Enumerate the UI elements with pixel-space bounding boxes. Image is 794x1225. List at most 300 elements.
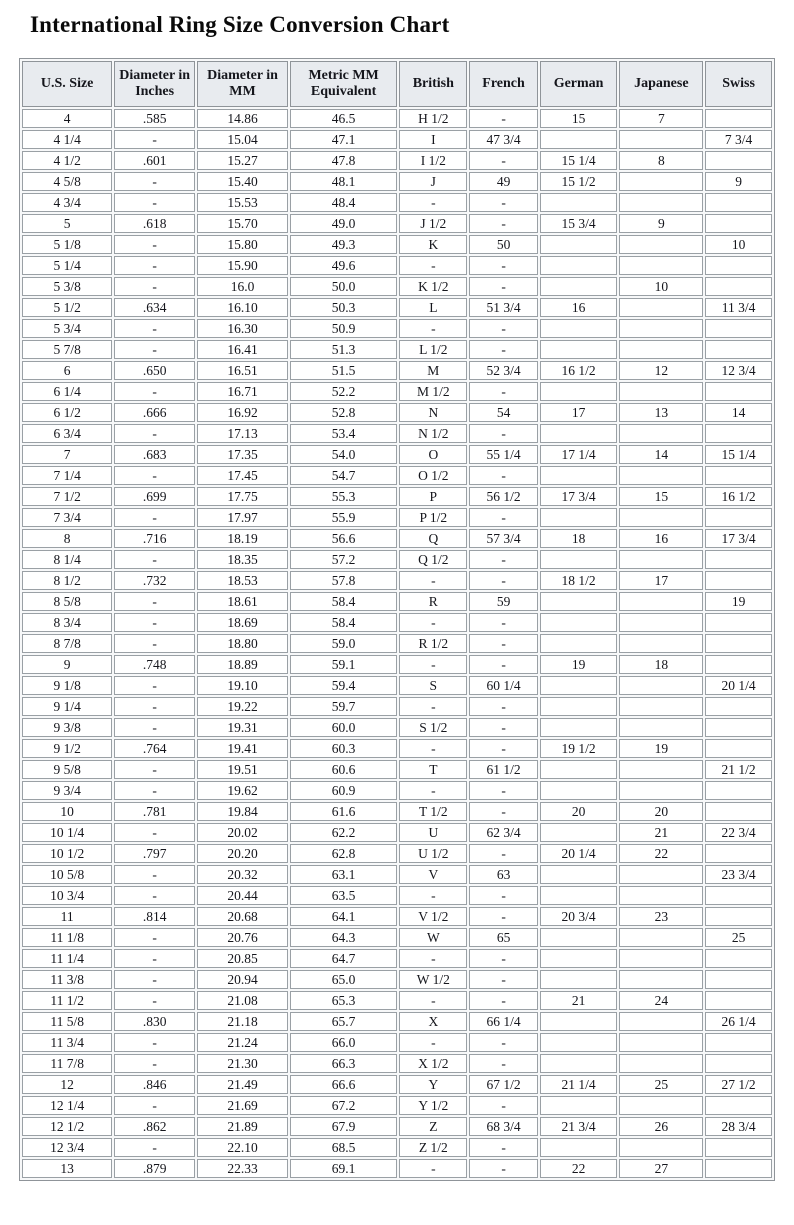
table-cell: 9 5/8 xyxy=(22,760,112,779)
table-cell: 12 3/4 xyxy=(705,361,772,380)
column-header: Japanese xyxy=(619,61,703,107)
table-cell xyxy=(619,949,703,968)
table-cell: - xyxy=(399,571,467,590)
table-cell xyxy=(705,214,772,233)
table-cell: 57.8 xyxy=(290,571,397,590)
table-cell: 50.3 xyxy=(290,298,397,317)
table-cell: 59.4 xyxy=(290,676,397,695)
table-cell: 22.33 xyxy=(197,1159,288,1178)
column-header: U.S. Size xyxy=(22,61,112,107)
table-cell: U 1/2 xyxy=(399,844,467,863)
table-cell: 67.9 xyxy=(290,1117,397,1136)
table-cell: 8 5/8 xyxy=(22,592,112,611)
table-cell: 4 1/4 xyxy=(22,130,112,149)
table-cell: - xyxy=(114,172,195,191)
table-cell xyxy=(540,424,618,443)
table-cell: .814 xyxy=(114,907,195,926)
table-cell: - xyxy=(469,109,537,128)
table-cell: - xyxy=(469,613,537,632)
table-cell: 17 3/4 xyxy=(705,529,772,548)
table-cell: 17.75 xyxy=(197,487,288,506)
table-cell: 9 1/2 xyxy=(22,739,112,758)
table-cell: 11 1/8 xyxy=(22,928,112,947)
table-cell xyxy=(619,634,703,653)
table-cell: .781 xyxy=(114,802,195,821)
table-cell: J 1/2 xyxy=(399,214,467,233)
table-row xyxy=(22,907,772,926)
table-cell xyxy=(540,130,618,149)
table-cell: .797 xyxy=(114,844,195,863)
table-cell: - xyxy=(469,907,537,926)
table-row xyxy=(22,529,772,548)
table-cell xyxy=(540,781,618,800)
table-cell xyxy=(619,319,703,338)
table-cell: 15.27 xyxy=(197,151,288,170)
table-row xyxy=(22,361,772,380)
table-cell: - xyxy=(114,1096,195,1115)
table-cell: 21 3/4 xyxy=(540,1117,618,1136)
table-cell: 14 xyxy=(705,403,772,422)
table-cell: 9 xyxy=(619,214,703,233)
table-cell: 9 xyxy=(705,172,772,191)
table-cell: - xyxy=(399,886,467,905)
table-row xyxy=(22,844,772,863)
table-cell: 21 1/2 xyxy=(705,760,772,779)
table-cell xyxy=(705,1033,772,1052)
table-cell: 17 xyxy=(540,403,618,422)
table-cell: - xyxy=(469,970,537,989)
table-cell xyxy=(705,886,772,905)
table-cell: 52.8 xyxy=(290,403,397,422)
table-cell: 56 1/2 xyxy=(469,487,537,506)
table-cell: - xyxy=(469,781,537,800)
table-cell: - xyxy=(469,424,537,443)
table-cell: - xyxy=(469,1054,537,1073)
table-cell: 20 xyxy=(540,802,618,821)
table-cell: 5 1/4 xyxy=(22,256,112,275)
table-cell: 22 xyxy=(619,844,703,863)
table-cell: 66.0 xyxy=(290,1033,397,1052)
table-cell xyxy=(619,676,703,695)
table-cell: 12 xyxy=(619,361,703,380)
table-cell xyxy=(619,760,703,779)
table-cell: - xyxy=(114,340,195,359)
table-row xyxy=(22,1117,772,1136)
table-row xyxy=(22,886,772,905)
table-cell: 20.32 xyxy=(197,865,288,884)
table-cell: N xyxy=(399,403,467,422)
table-cell: 50.0 xyxy=(290,277,397,296)
table-cell xyxy=(619,781,703,800)
table-cell: 20.44 xyxy=(197,886,288,905)
table-cell: 12 1/2 xyxy=(22,1117,112,1136)
table-cell: 15.40 xyxy=(197,172,288,191)
table-cell xyxy=(540,1012,618,1031)
table-row xyxy=(22,403,772,422)
table-cell xyxy=(619,970,703,989)
table-cell: N 1/2 xyxy=(399,424,467,443)
table-cell: - xyxy=(399,781,467,800)
table-cell: 16.41 xyxy=(197,340,288,359)
table-cell: 18 xyxy=(619,655,703,674)
table-cell: 16.92 xyxy=(197,403,288,422)
table-cell: - xyxy=(114,781,195,800)
table-cell: S xyxy=(399,676,467,695)
table-cell: - xyxy=(469,340,537,359)
table-cell: - xyxy=(114,991,195,1010)
table-cell: - xyxy=(114,865,195,884)
table-row xyxy=(22,655,772,674)
table-cell: 8 1/4 xyxy=(22,550,112,569)
table-cell: 8 7/8 xyxy=(22,634,112,653)
table-cell: Z 1/2 xyxy=(399,1138,467,1157)
table-cell: 8 xyxy=(619,151,703,170)
table-cell xyxy=(705,844,772,863)
table-cell: 65.3 xyxy=(290,991,397,1010)
table-cell: - xyxy=(469,1096,537,1115)
table-row xyxy=(22,613,772,632)
table-cell xyxy=(619,130,703,149)
table-cell: - xyxy=(469,151,537,170)
table-cell xyxy=(705,550,772,569)
table-cell xyxy=(705,1159,772,1178)
table-cell: - xyxy=(114,970,195,989)
table-cell: M xyxy=(399,361,467,380)
table-row xyxy=(22,1159,772,1178)
table-cell xyxy=(705,781,772,800)
table-cell: 68.5 xyxy=(290,1138,397,1157)
table-cell: 54 xyxy=(469,403,537,422)
table-cell: .716 xyxy=(114,529,195,548)
table-cell: 19.84 xyxy=(197,802,288,821)
table-cell: 61 1/2 xyxy=(469,760,537,779)
table-cell: .879 xyxy=(114,1159,195,1178)
table-cell: 9 3/4 xyxy=(22,781,112,800)
table-cell: 10 1/2 xyxy=(22,844,112,863)
table-cell: - xyxy=(114,697,195,716)
table-cell: - xyxy=(469,991,537,1010)
table-row xyxy=(22,949,772,968)
table-cell: 46.5 xyxy=(290,109,397,128)
table-cell: - xyxy=(469,193,537,212)
table-cell xyxy=(705,697,772,716)
table-cell xyxy=(705,508,772,527)
table-cell: - xyxy=(469,1033,537,1052)
table-row xyxy=(22,739,772,758)
column-header: British xyxy=(399,61,467,107)
table-cell: 17 xyxy=(619,571,703,590)
table-cell: - xyxy=(469,697,537,716)
table-cell: - xyxy=(114,193,195,212)
table-cell xyxy=(705,802,772,821)
table-cell: 7 1/4 xyxy=(22,466,112,485)
table-cell xyxy=(540,697,618,716)
table-cell: Q xyxy=(399,529,467,548)
table-cell: 15.04 xyxy=(197,130,288,149)
table-cell: .862 xyxy=(114,1117,195,1136)
table-cell: 9 1/8 xyxy=(22,676,112,695)
table-cell: O xyxy=(399,445,467,464)
table-cell: - xyxy=(114,466,195,485)
table-cell: 18.89 xyxy=(197,655,288,674)
table-cell xyxy=(540,592,618,611)
column-header: Swiss xyxy=(705,61,772,107)
table-cell: 62.2 xyxy=(290,823,397,842)
table-cell: 57 3/4 xyxy=(469,529,537,548)
table-row xyxy=(22,1138,772,1157)
table-cell: 9 xyxy=(22,655,112,674)
table-cell xyxy=(619,718,703,737)
table-cell: 15 1/4 xyxy=(705,445,772,464)
table-cell: 50.9 xyxy=(290,319,397,338)
table-cell: 4 5/8 xyxy=(22,172,112,191)
table-cell: .764 xyxy=(114,739,195,758)
table-cell: - xyxy=(114,676,195,695)
table-row xyxy=(22,865,772,884)
table-cell: 15.53 xyxy=(197,193,288,212)
table-row xyxy=(22,928,772,947)
table-cell xyxy=(705,277,772,296)
table-cell: 13 xyxy=(619,403,703,422)
table-cell: 24 xyxy=(619,991,703,1010)
table-cell: 27 xyxy=(619,1159,703,1178)
table-cell xyxy=(540,382,618,401)
page xyxy=(0,12,794,1181)
table-cell xyxy=(705,571,772,590)
table-head xyxy=(22,61,772,107)
table-cell xyxy=(705,907,772,926)
table-cell xyxy=(540,718,618,737)
table-cell: 59 xyxy=(469,592,537,611)
table-cell: U xyxy=(399,823,467,842)
table-cell: 47.8 xyxy=(290,151,397,170)
table-cell: J xyxy=(399,172,467,191)
table-cell: .618 xyxy=(114,214,195,233)
table-cell xyxy=(619,424,703,443)
table-cell: 58.4 xyxy=(290,592,397,611)
table-cell: 16 xyxy=(619,529,703,548)
table-cell: 48.1 xyxy=(290,172,397,191)
table-cell: P 1/2 xyxy=(399,508,467,527)
table-cell: 11 1/2 xyxy=(22,991,112,1010)
table-cell: 66.6 xyxy=(290,1075,397,1094)
table-cell: Y xyxy=(399,1075,467,1094)
table-cell: - xyxy=(114,613,195,632)
table-cell: - xyxy=(469,1138,537,1157)
table-cell xyxy=(540,613,618,632)
table-cell: 20.94 xyxy=(197,970,288,989)
table-cell xyxy=(705,970,772,989)
table-cell: 17.97 xyxy=(197,508,288,527)
table-cell xyxy=(540,865,618,884)
table-cell: - xyxy=(114,382,195,401)
table-cell: 19 1/2 xyxy=(540,739,618,758)
table-cell: 20.68 xyxy=(197,907,288,926)
table-cell: 18.80 xyxy=(197,634,288,653)
table-cell: 20.20 xyxy=(197,844,288,863)
table-cell: 60.9 xyxy=(290,781,397,800)
table-cell xyxy=(540,970,618,989)
table-cell xyxy=(619,550,703,569)
table-cell: 60.6 xyxy=(290,760,397,779)
table-cell: 11 3/4 xyxy=(22,1033,112,1052)
table-cell xyxy=(619,382,703,401)
table-cell: - xyxy=(469,466,537,485)
table-cell: 16 1/2 xyxy=(540,361,618,380)
table-row xyxy=(22,970,772,989)
table-cell: 14.86 xyxy=(197,109,288,128)
table-cell xyxy=(705,256,772,275)
table-cell: - xyxy=(114,823,195,842)
table-cell xyxy=(619,466,703,485)
table-cell: 15 xyxy=(619,487,703,506)
table-cell: - xyxy=(469,550,537,569)
table-cell xyxy=(540,760,618,779)
table-cell: 21.18 xyxy=(197,1012,288,1031)
table-cell: 11 5/8 xyxy=(22,1012,112,1031)
table-cell xyxy=(540,949,618,968)
table-cell xyxy=(619,508,703,527)
table-cell: 18.69 xyxy=(197,613,288,632)
table-cell: - xyxy=(469,571,537,590)
table-cell: - xyxy=(114,718,195,737)
table-cell: - xyxy=(114,949,195,968)
table-cell: - xyxy=(399,1033,467,1052)
table-cell: K 1/2 xyxy=(399,277,467,296)
table-cell xyxy=(619,865,703,884)
table-cell xyxy=(705,718,772,737)
table-cell: - xyxy=(469,319,537,338)
table-cell: - xyxy=(469,214,537,233)
table-cell: 18.53 xyxy=(197,571,288,590)
table-cell xyxy=(705,1138,772,1157)
table-cell: - xyxy=(114,592,195,611)
table-row xyxy=(22,1075,772,1094)
table-cell: 11 3/4 xyxy=(705,298,772,317)
table-row xyxy=(22,172,772,191)
table-cell: - xyxy=(399,739,467,758)
table-cell: 21.49 xyxy=(197,1075,288,1094)
table-row xyxy=(22,571,772,590)
table-cell: 27 1/2 xyxy=(705,1075,772,1094)
table-cell: 63.1 xyxy=(290,865,397,884)
table-cell: 6 xyxy=(22,361,112,380)
table-cell: P xyxy=(399,487,467,506)
table-cell: 15.90 xyxy=(197,256,288,275)
table-cell: - xyxy=(469,844,537,863)
table-row xyxy=(22,277,772,296)
table-cell: - xyxy=(469,634,537,653)
table-cell xyxy=(705,466,772,485)
table-cell: 18.35 xyxy=(197,550,288,569)
table-cell: I xyxy=(399,130,467,149)
table-row xyxy=(22,508,772,527)
table-cell: 15 1/4 xyxy=(540,151,618,170)
table-cell: 59.1 xyxy=(290,655,397,674)
table-cell: - xyxy=(114,1054,195,1073)
table-body xyxy=(22,109,772,1178)
table-cell: K xyxy=(399,235,467,254)
table-cell: 16.0 xyxy=(197,277,288,296)
table-row xyxy=(22,676,772,695)
table-cell: 14 xyxy=(619,445,703,464)
table-cell: 12 1/4 xyxy=(22,1096,112,1115)
table-cell: 47 3/4 xyxy=(469,130,537,149)
table-cell: 18.61 xyxy=(197,592,288,611)
table-cell: 68 3/4 xyxy=(469,1117,537,1136)
table-row xyxy=(22,193,772,212)
table-cell: 22.10 xyxy=(197,1138,288,1157)
table-cell: 21 1/4 xyxy=(540,1075,618,1094)
header-row xyxy=(22,61,772,107)
table-cell: 17.35 xyxy=(197,445,288,464)
table-cell: 23 xyxy=(619,907,703,926)
table-cell: 11 3/8 xyxy=(22,970,112,989)
table-cell: 62.8 xyxy=(290,844,397,863)
table-cell: - xyxy=(114,508,195,527)
ring-size-conversion-table xyxy=(19,58,775,1181)
table-cell: Z xyxy=(399,1117,467,1136)
table-cell xyxy=(540,928,618,947)
table-cell: - xyxy=(114,235,195,254)
table-cell: 17 1/4 xyxy=(540,445,618,464)
table-cell: - xyxy=(399,613,467,632)
table-cell: 54.7 xyxy=(290,466,397,485)
table-cell xyxy=(540,634,618,653)
table-cell: 5 7/8 xyxy=(22,340,112,359)
table-cell: 64.3 xyxy=(290,928,397,947)
table-cell xyxy=(619,193,703,212)
table-cell xyxy=(540,319,618,338)
table-cell: 5 1/2 xyxy=(22,298,112,317)
table-cell xyxy=(540,277,618,296)
table-cell xyxy=(540,193,618,212)
table-cell: 22 xyxy=(540,1159,618,1178)
table-cell: - xyxy=(114,634,195,653)
table-cell: 65.0 xyxy=(290,970,397,989)
table-cell: 21.30 xyxy=(197,1054,288,1073)
page-title: International Ring Size Conversion Chart xyxy=(30,12,450,37)
table-cell: 54.0 xyxy=(290,445,397,464)
table-cell: - xyxy=(469,949,537,968)
table-cell: 15.70 xyxy=(197,214,288,233)
table-cell: 58.4 xyxy=(290,613,397,632)
table-cell: 17.13 xyxy=(197,424,288,443)
table-cell: 23 3/4 xyxy=(705,865,772,884)
table-cell: 8 xyxy=(22,529,112,548)
table-cell: - xyxy=(399,655,467,674)
column-header: French xyxy=(469,61,537,107)
table-cell: 59.7 xyxy=(290,697,397,716)
table-cell: 16.30 xyxy=(197,319,288,338)
table-row xyxy=(22,151,772,170)
table-cell xyxy=(540,340,618,359)
column-header: Metric MM Equivalent xyxy=(290,61,397,107)
table-row xyxy=(22,697,772,716)
table-cell: 15 3/4 xyxy=(540,214,618,233)
table-cell: - xyxy=(114,550,195,569)
table-cell: 16 1/2 xyxy=(705,487,772,506)
table-cell: 10 3/4 xyxy=(22,886,112,905)
table-cell: .732 xyxy=(114,571,195,590)
table-cell: 20 1/4 xyxy=(705,676,772,695)
table-cell: 12 3/4 xyxy=(22,1138,112,1157)
table-cell xyxy=(705,424,772,443)
table-cell: 48.4 xyxy=(290,193,397,212)
table-cell: I 1/2 xyxy=(399,151,467,170)
table-cell: - xyxy=(114,256,195,275)
table-row xyxy=(22,1054,772,1073)
